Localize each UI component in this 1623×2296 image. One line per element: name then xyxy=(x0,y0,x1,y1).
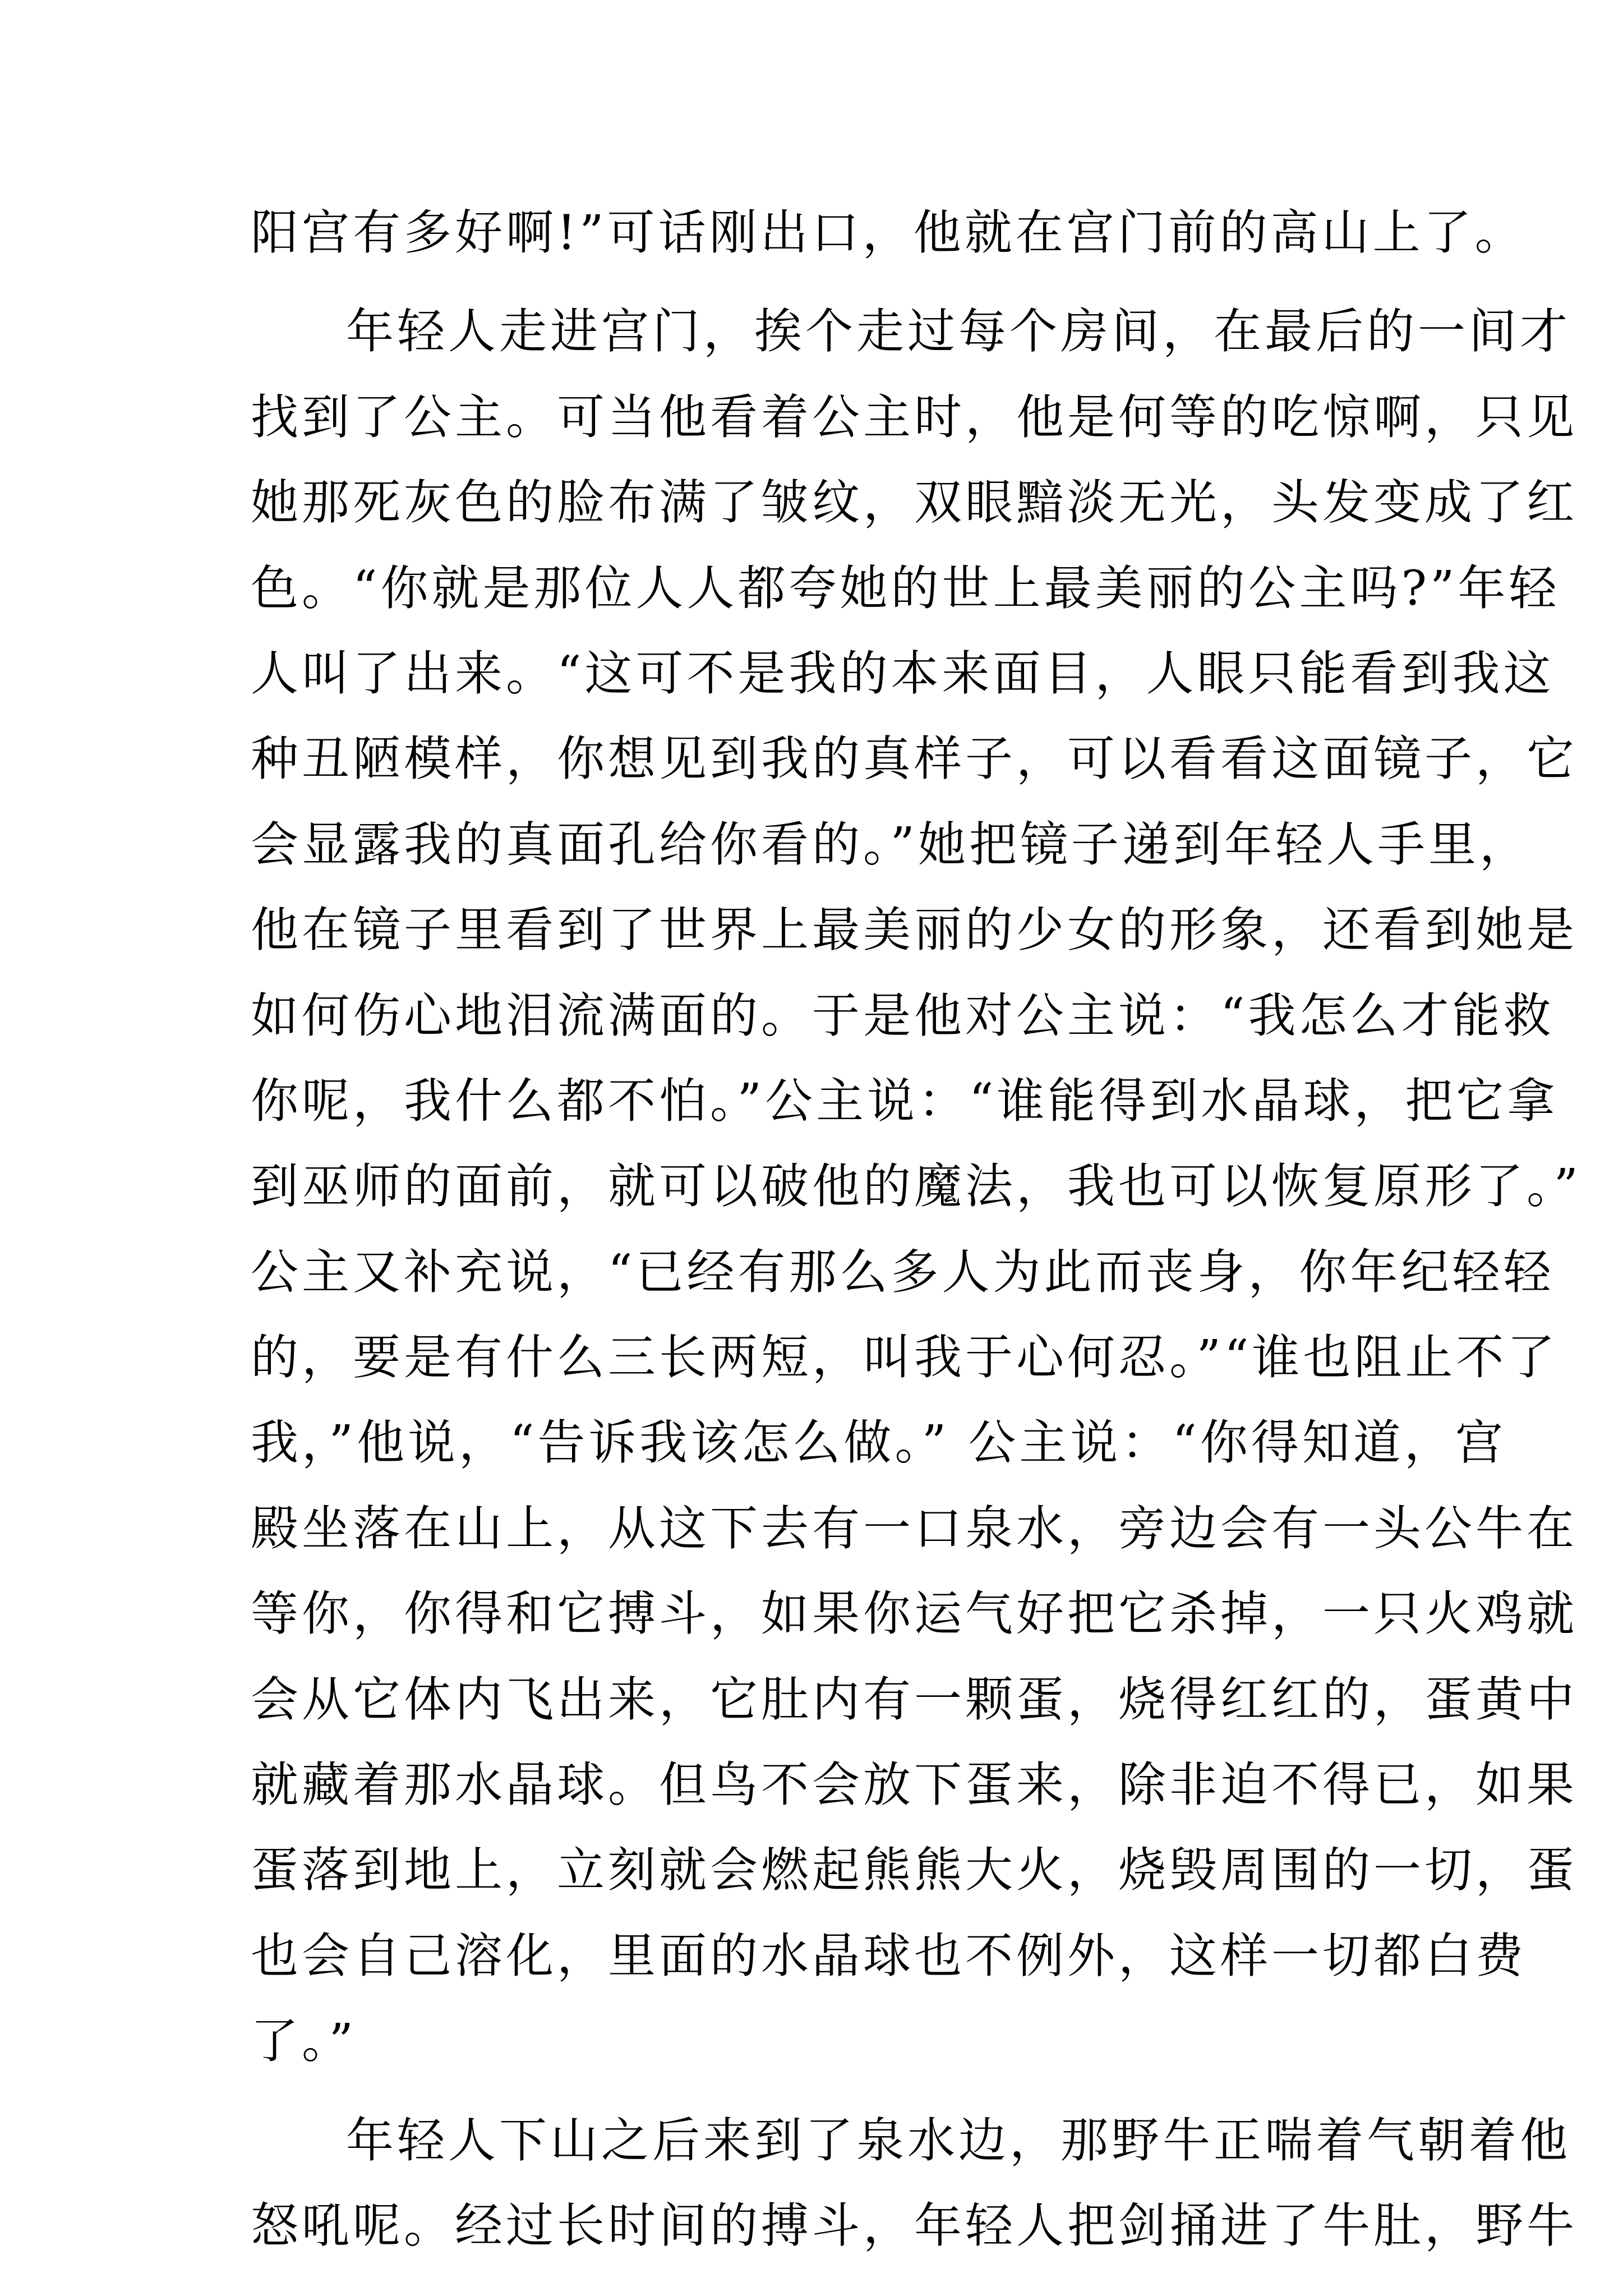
text-line: 找到了公主。可当他看着公主时，他是何等的吃惊啊，只见 xyxy=(251,389,1578,445)
text-line: 公主又补充说，“已经有那么多人为此而丧身，你年纪轻轻 xyxy=(251,1244,1555,1300)
text-line: 了。” xyxy=(251,2014,357,2070)
text-line: 也会自己溶化，里面的水晶球也不例外，这样一切都白费 xyxy=(251,1928,1527,1984)
text-line: 年轻人走进宫门，挨个走过每个房间，在最后的一间才 xyxy=(346,304,1571,360)
text-line: 你呢，我什么都不怕。”公主说：“谁能得到水晶球，把它拿 xyxy=(251,1073,1559,1129)
text-line: 的，要是有什么三长两短，叫我于心何忍。”“谁也阻止不了 xyxy=(251,1330,1559,1386)
text-line: 会从它体内飞出来，它肚内有一颗蛋，烧得红红的，蛋黄中 xyxy=(251,1672,1578,1728)
paragraph-gap xyxy=(251,2085,1384,2099)
text-line: 如何伤心地泪流满面的。于是他对公主说：“我怎么才能救 xyxy=(251,988,1555,1044)
text-line: 色。“你就是那位人人都夸她的世上最美丽的公主吗?”年轻 xyxy=(251,560,1560,616)
text-line: 怒吼呢。经过长时间的搏斗，年轻人把剑捅进了牛肚，野牛 xyxy=(251,2198,1578,2254)
text-line: 人叫了出来。“这可不是我的本来面目，人眼只能看到我这 xyxy=(251,646,1555,702)
text-line: 我，”他说，“告诉我该怎么做。” 公主说：“你得知道，宫 xyxy=(251,1415,1506,1471)
text-line: 就藏着那水晶球。但鸟不会放下蛋来，除非迫不得已，如果 xyxy=(251,1757,1578,1814)
text-line: 到巫师的面前，就可以破他的魔法，我也可以恢复原形了。” xyxy=(251,1159,1581,1215)
text-line: 阳宫有多好啊!”可话刚出口，他就在宫门前的高山上了。 xyxy=(251,205,1526,261)
text-line: 蛋落到地上，立刻就会燃起熊熊大火，烧毁周围的一切，蛋 xyxy=(251,1843,1578,1899)
text-line: 殿坐落在山上，从这下去有一口泉水，旁边会有一头公牛在 xyxy=(251,1501,1578,1557)
text-line: 会显露我的真面孔给你看的。”她把镜子递到年轻人手里， xyxy=(251,817,1530,873)
text-line: 他在镜子里看到了世界上最美丽的少女的形象，还看到她是 xyxy=(251,903,1578,959)
text-line: 等你，你得和它搏斗，如果你运气好把它杀掉，一只火鸡就 xyxy=(251,1586,1578,1642)
body-text xyxy=(251,191,1581,2269)
paragraph-gap xyxy=(251,276,1384,289)
text-line: 种丑陋模样，你想见到我的真样子，可以看看这面镜子，它 xyxy=(251,731,1578,788)
text-line: 她那死灰色的脸布满了皱纹，双眼黯淡无光，头发变成了红 xyxy=(251,475,1578,531)
text-line: 年轻人下山之后来到了泉水边，那野牛正喘着气朝着他 xyxy=(346,2113,1571,2169)
